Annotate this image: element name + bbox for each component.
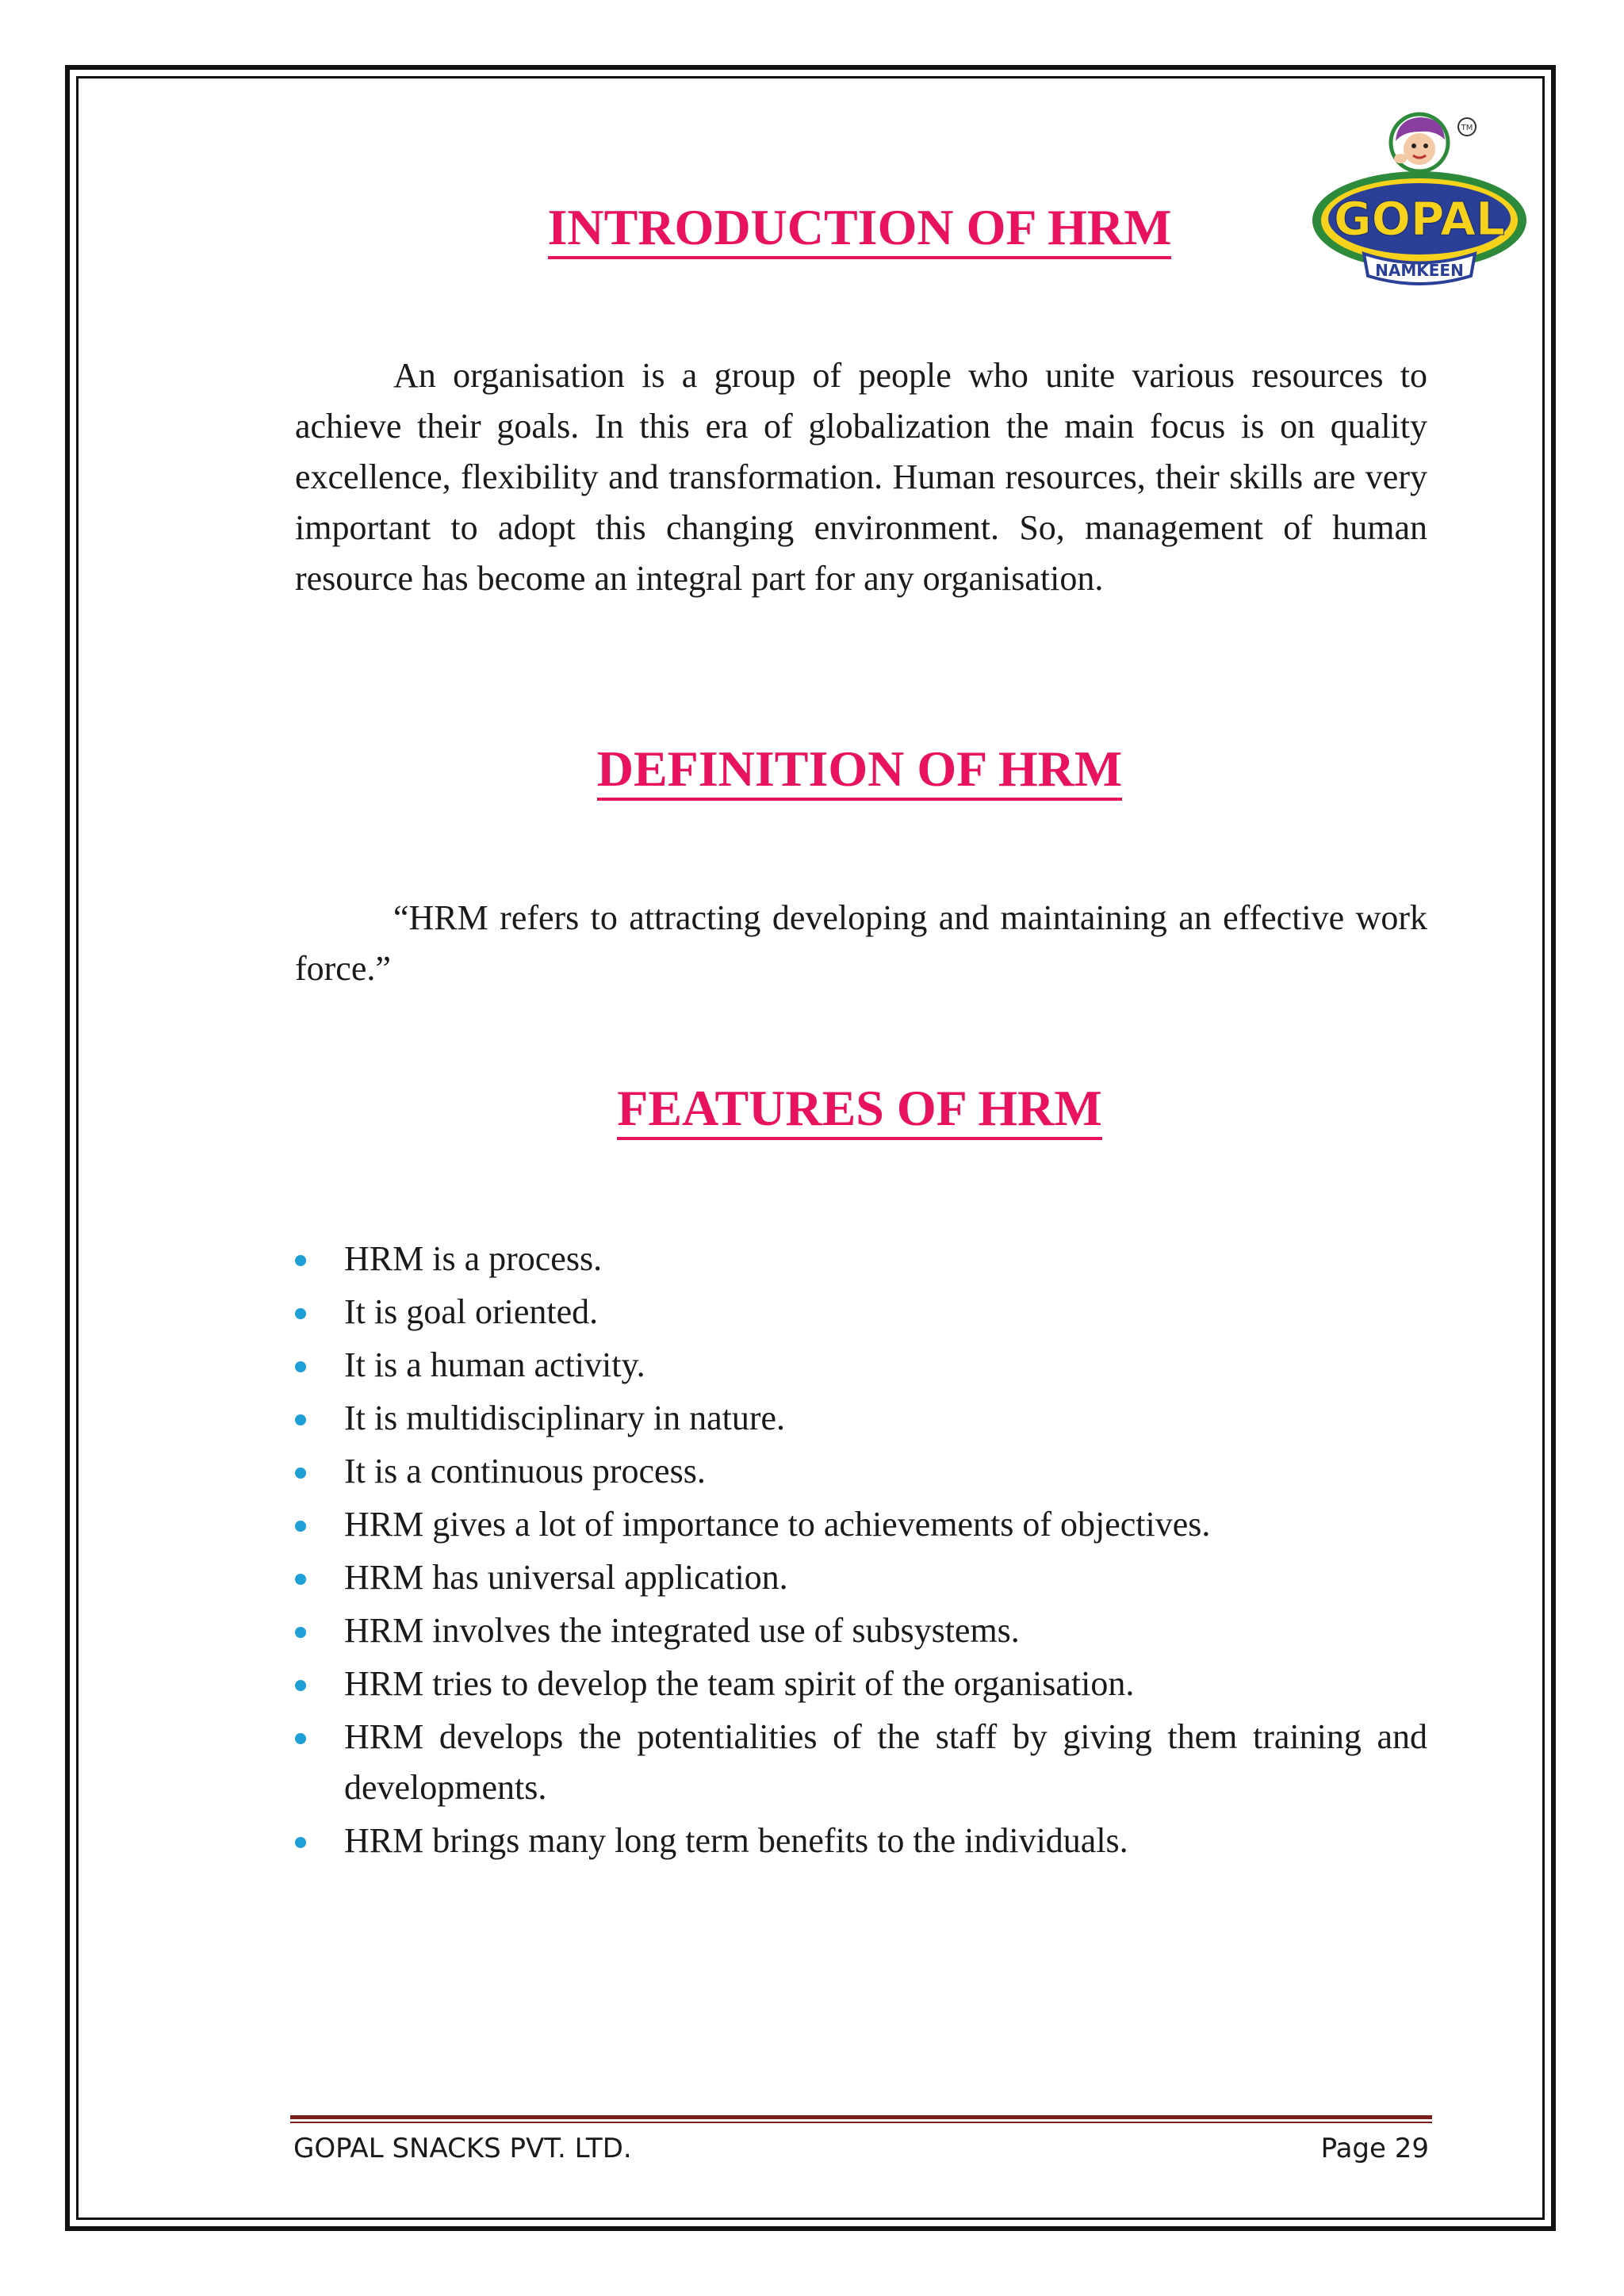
bullet-icon — [295, 1627, 306, 1638]
logo-sub-text: NAMKEEN — [1375, 261, 1464, 280]
bullet-icon — [295, 1361, 306, 1372]
list-item-text: It is a human activity. — [344, 1345, 645, 1384]
list-item-text: HRM involves the integrated use of subsystems. — [344, 1611, 1020, 1650]
list-item — [295, 1234, 1427, 1284]
definition-heading-text: DEFINITION OF HRM — [597, 744, 1123, 801]
bullet-icon — [295, 1574, 306, 1585]
intro-heading-text: INTRODUCTION OF HRM — [548, 202, 1172, 259]
mascot-icon — [1391, 114, 1448, 171]
list-item — [295, 1712, 1427, 1813]
definition-heading — [48, 740, 1624, 801]
list-item-text: It is multidisciplinary in nature. — [344, 1399, 786, 1437]
list-item — [295, 1605, 1427, 1656]
bullet-icon — [295, 1414, 306, 1425]
list-item-text: HRM brings many long term benefits to the individuals. — [344, 1821, 1128, 1860]
bullet-icon — [295, 1255, 306, 1266]
bullet-icon — [295, 1468, 306, 1479]
list-item — [295, 1446, 1427, 1497]
features-heading — [48, 1080, 1624, 1140]
footer-page-number: Page 29 — [1320, 2133, 1429, 2164]
list-item-text: HRM has universal application. — [344, 1558, 788, 1597]
intro-paragraph: An organisation is a group of people who unite various resources to achieve their goals. In this era of globalization the main focus is on quality excellence, flexibility and transformation. Human resources, their skills are very important to adopt this changing environment. So, management of human resource has become an integral part for any organisation. — [295, 356, 1427, 598]
bullet-icon — [295, 1308, 306, 1319]
bullet-icon — [295, 1837, 306, 1848]
intro-heading — [48, 199, 1624, 259]
features-heading-text: FEATURES OF HRM — [617, 1083, 1102, 1140]
list-item-text: HRM tries to develop the team spirit of the organisation. — [344, 1664, 1135, 1703]
bullet-icon — [295, 1680, 306, 1691]
footer-company-name: GOPAL SNACKS PVT. LTD. — [293, 2133, 632, 2164]
list-item — [295, 1552, 1427, 1603]
footer-rule-thin — [290, 2122, 1432, 2123]
trademark-mark: TM — [1461, 124, 1473, 132]
list-item — [295, 1659, 1427, 1709]
list-item-text: It is a continuous process. — [344, 1452, 706, 1490]
features-list — [295, 1234, 1427, 1869]
list-item — [295, 1816, 1427, 1866]
footer-rule — [290, 2115, 1432, 2119]
list-item — [295, 1499, 1427, 1550]
gopal-namkeen-logo — [1308, 109, 1530, 292]
list-item-text: HRM is a process. — [344, 1239, 603, 1278]
logo-brand-text: GOPAL — [1334, 192, 1505, 246]
list-item-text: It is goal oriented. — [344, 1292, 599, 1331]
definition-paragraph: “HRM refers to attracting developing and maintaining an effective work force.” — [295, 898, 1427, 988]
bullet-icon — [295, 1521, 306, 1532]
list-item-text: HRM develops the potentialities of the staff by giving them training and developments. — [344, 1717, 1427, 1807]
list-item — [295, 1340, 1427, 1391]
list-item-text: HRM gives a lot of importance to achievements of objectives. — [344, 1505, 1211, 1544]
list-item — [295, 1393, 1427, 1444]
list-item — [295, 1287, 1427, 1337]
bullet-icon — [295, 1733, 306, 1744]
